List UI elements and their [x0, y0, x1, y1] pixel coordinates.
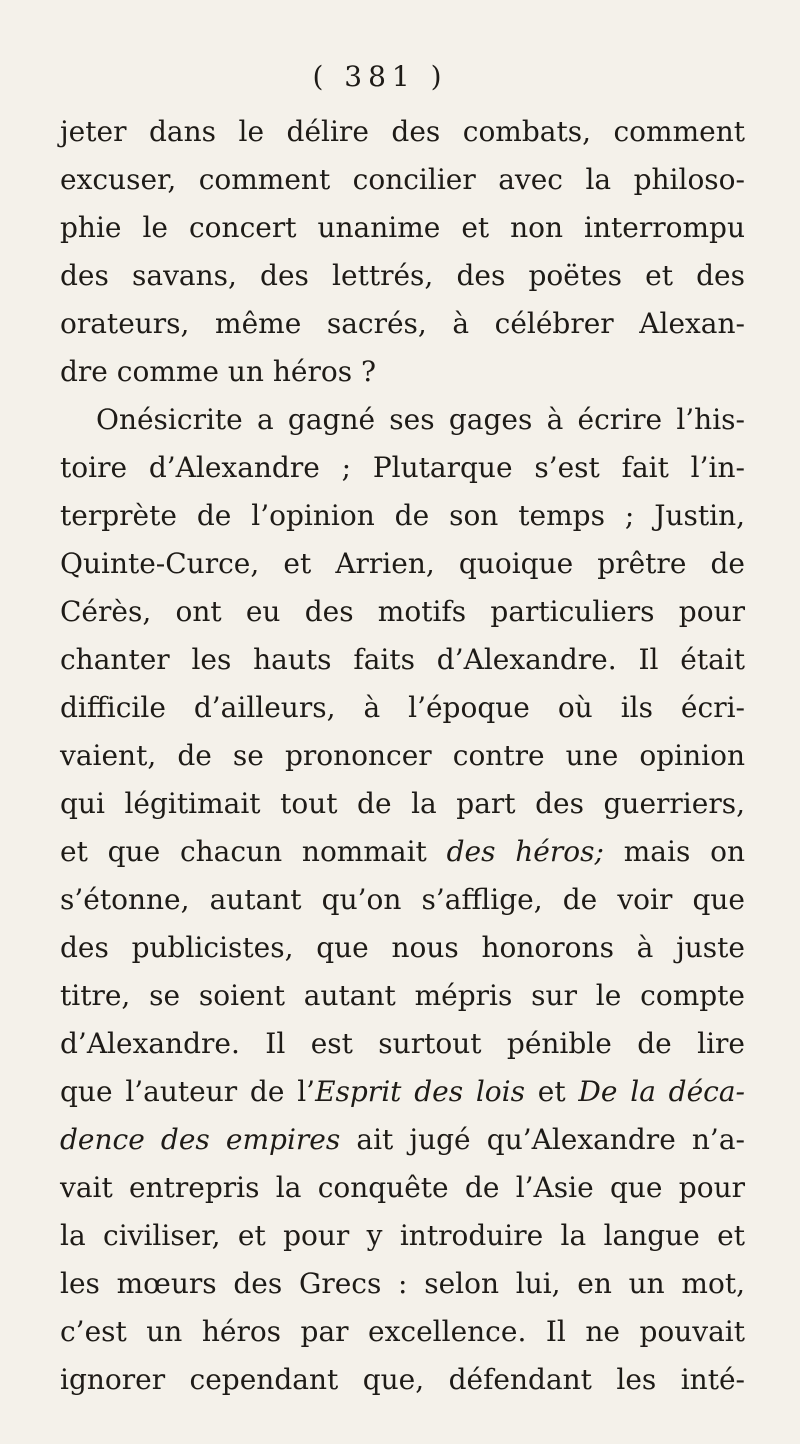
- text-line: c’est un héros par excellence. Il ne pouvait: [60, 1315, 745, 1348]
- italic-run: De la déca-: [578, 1075, 746, 1108]
- text-line: des savans, des lettrés, des poëtes et des: [60, 259, 745, 292]
- text-line: des publicistes, que nous honorons à juste: [60, 931, 745, 964]
- text-line: [60, 833, 745, 871]
- text-line: difficile d’ailleurs, à l’époque où ils écri-: [60, 691, 745, 724]
- text-line: [60, 1121, 745, 1159]
- text-line: jeter dans le délire des combats, comment: [60, 115, 745, 148]
- text-line: Cérès, ont eu des motifs particuliers pour: [60, 595, 745, 628]
- text-line: qui légitimait tout de la part des guerriers,: [60, 787, 745, 820]
- text-line: les mœurs des Grecs : selon lui, en un mot,: [60, 1267, 745, 1300]
- italic-run: Esprit des lois: [315, 1075, 525, 1108]
- text-line: vaient, de se prononcer contre une opinion: [60, 739, 745, 772]
- text-line: toire d’Alexandre ; Plutarque s’est fait l’in-: [60, 451, 745, 484]
- text-run: et: [525, 1075, 579, 1108]
- text-line: chanter les hauts faits d’Alexandre. Il était: [60, 643, 745, 676]
- italic-run: des héros;: [446, 835, 604, 868]
- text-run: ait jugé qu’Alexandre n’a-: [340, 1123, 745, 1156]
- text-run: et que chacun nommait: [60, 835, 447, 868]
- text-run: mais on: [603, 835, 746, 868]
- text-line: Quinte-Curce, et Arrien, quoique prêtre de: [60, 547, 745, 580]
- text-line: vait entrepris la conquête de l’Asie que pour: [60, 1171, 745, 1204]
- text-line: Onésicrite a gagné ses gages à écrire l’his-: [96, 403, 745, 436]
- text-line: ignorer cependant que, défendant les inté-: [60, 1363, 745, 1396]
- text-line: orateurs, même sacrés, à célébrer Alexan-: [60, 307, 745, 340]
- text-line: [60, 1073, 745, 1111]
- text-line: terprète de l’opinion de son temps ; Justin,: [60, 499, 745, 532]
- italic-run: dence des empires: [60, 1123, 341, 1156]
- text-line: excuser, comment concilier avec la philoso-: [60, 163, 745, 196]
- text-line: s’étonne, autant qu’on s’afflige, de voir que: [60, 883, 745, 916]
- text-run: que l’auteur de l’: [60, 1075, 316, 1108]
- text-line: la civiliser, et pour y introduire la langue et: [60, 1219, 745, 1252]
- page-number: ( 381 ): [312, 60, 448, 93]
- text-line: dre comme un héros ?: [60, 355, 376, 388]
- text-line: d’Alexandre. Il est surtout pénible de lire: [60, 1027, 745, 1060]
- text-line: titre, se soient autant mépris sur le compte: [60, 979, 745, 1012]
- text-line: phie le concert unanime et non interrompu: [60, 211, 745, 244]
